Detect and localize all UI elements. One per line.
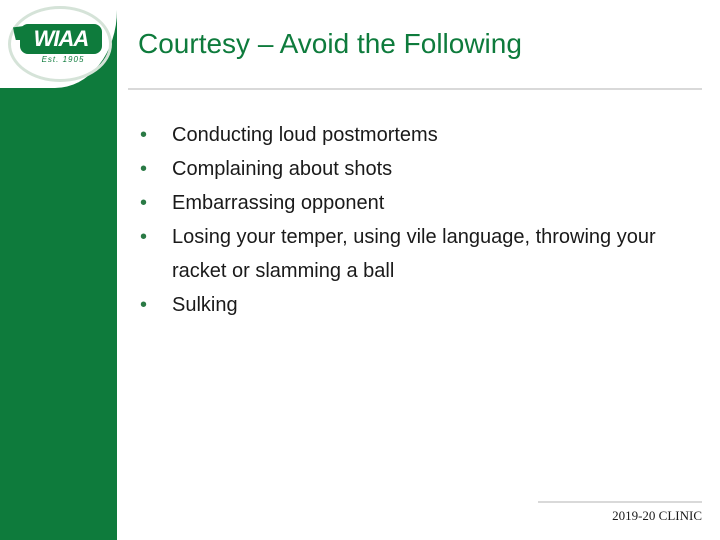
bullet-item xyxy=(140,288,680,322)
bullet-icon: • xyxy=(140,226,148,248)
bullet-text: Sulking xyxy=(172,294,238,316)
slide-title: Courtesy – Avoid the Following xyxy=(138,28,522,59)
bullet-text: Complaining about shots xyxy=(172,158,393,180)
bullet-item xyxy=(140,186,680,220)
bullet-icon: • xyxy=(140,294,148,316)
bullet-item xyxy=(140,118,680,152)
title-divider xyxy=(128,88,702,90)
bullet-icon: • xyxy=(140,192,148,214)
bullet-item xyxy=(140,220,680,288)
footer-label: 2019-20 CLINIC xyxy=(612,508,702,523)
footer-divider xyxy=(538,501,702,503)
logo-established: Est. 1905 xyxy=(41,55,85,64)
bullet-text: Embarrassing opponent xyxy=(172,192,385,214)
logo-text: WIAA xyxy=(33,26,89,51)
bullet-list xyxy=(140,118,680,322)
bullet-item xyxy=(140,152,680,186)
bullet-icon: • xyxy=(140,124,148,146)
bullet-text: Losing your temper, using vile language, throwing your racket or slamming a ball xyxy=(172,226,656,282)
bullet-icon: • xyxy=(140,158,148,180)
wiaa-logo xyxy=(20,24,102,54)
bullet-text: Conducting loud postmortems xyxy=(172,124,438,146)
